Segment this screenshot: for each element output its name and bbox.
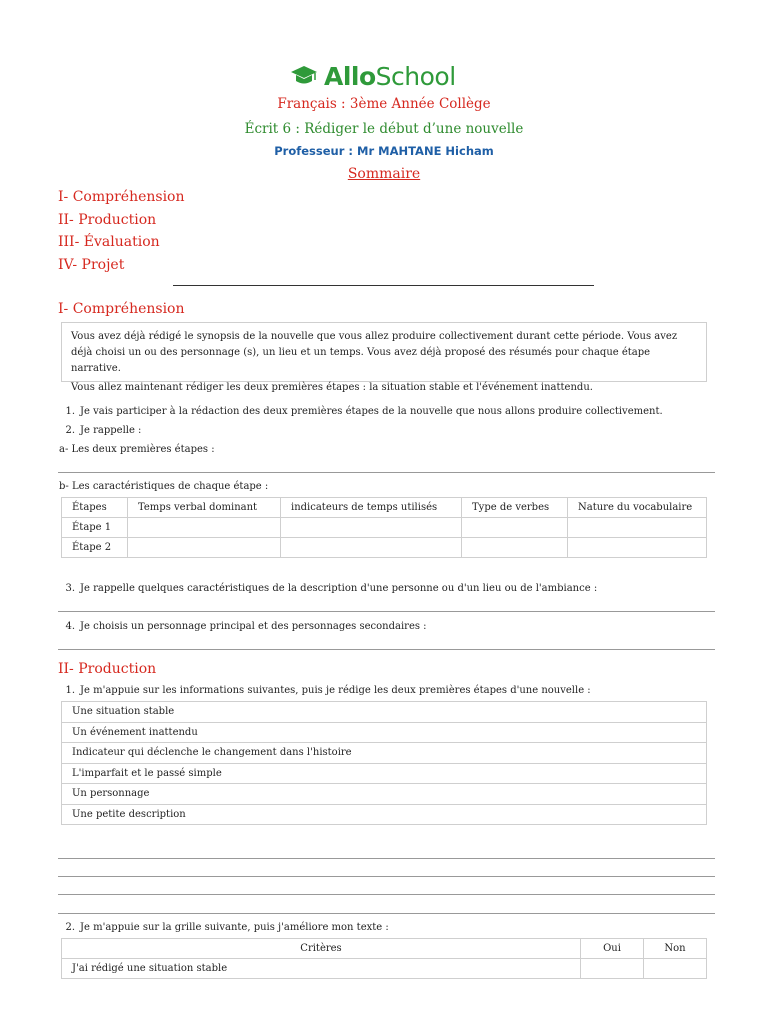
table-row	[62, 518, 707, 538]
table-cell[interactable]	[462, 518, 568, 538]
summary-heading[interactable]: Sommaire	[347, 166, 421, 182]
question-number: 3.	[65, 583, 75, 594]
table-header-cell: Étapes	[62, 498, 128, 518]
question-text: Je m'appuie sur la grille suivante, puis j'améliore mon texte :	[80, 922, 389, 933]
table-cell[interactable]	[568, 518, 707, 538]
table-cell: Un personnage	[62, 784, 707, 805]
question-number: 1.	[65, 406, 75, 417]
table-header-cell: Non	[644, 939, 707, 959]
table-header-row	[62, 498, 707, 518]
answer-line[interactable]	[58, 611, 715, 612]
header-divider	[173, 285, 594, 286]
question-text: Je rappelle quelques caractéristiques de la description d'une personne ou d'un lieu ou de l'ambiance :	[80, 583, 598, 594]
question-2a: a- Les deux premières étapes :	[59, 444, 215, 455]
question-text: Je choisis un personnage principal et des personnages secondaires :	[80, 621, 427, 632]
table-cell: Une situation stable	[62, 702, 707, 723]
toc-item-comprehension[interactable]: I- Compréhension	[58, 189, 185, 205]
alloschool-logo[interactable]	[290, 58, 456, 94]
table-header-row	[62, 939, 707, 959]
question-4	[59, 621, 427, 632]
logo-text-bold: Allo	[324, 61, 376, 91]
teacher-name: Professeur : Mr MAHTANE Hicham	[274, 144, 494, 158]
table-cell: Une petite description	[62, 804, 707, 825]
table-header-cell: Temps verbal dominant	[128, 498, 281, 518]
table-header-cell: Type de verbes	[462, 498, 568, 518]
table-cell: L'imparfait et le passé simple	[62, 763, 707, 784]
writing-line[interactable]	[58, 876, 715, 877]
checkbox-cell-non[interactable]	[644, 959, 707, 979]
production-question-1	[59, 685, 591, 696]
table-cell[interactable]	[462, 538, 568, 558]
table-row	[62, 538, 707, 558]
table-row	[62, 702, 707, 723]
table-cell: Étape 2	[62, 538, 128, 558]
intro-box	[61, 322, 707, 393]
section-title-comprehension: I- Compréhension	[58, 301, 185, 317]
answer-line[interactable]	[58, 472, 715, 473]
toc-item-evaluation[interactable]: III- Évaluation	[58, 234, 160, 250]
question-2b: b- Les caractéristiques de chaque étape :	[59, 481, 269, 492]
table-cell[interactable]	[128, 518, 281, 538]
logo-text-light: School	[375, 61, 456, 91]
question-number: 2.	[65, 922, 75, 933]
table-row	[62, 784, 707, 805]
intro-paragraph-2: Vous allez maintenant rédiger les deux premières étapes : la situation stable et l'événement inattendu.	[71, 382, 593, 393]
table-cell[interactable]	[128, 538, 281, 558]
table-cell: Indicateur qui déclenche le changement dans l'histoire	[62, 743, 707, 764]
subject-title: Français : 3ème Année Collège	[277, 96, 491, 112]
question-number: 4.	[65, 621, 75, 632]
criteria-table	[61, 938, 707, 979]
table-cell: Étape 1	[62, 518, 128, 538]
table-header-cell: Oui	[581, 939, 644, 959]
question-text: Je vais participer à la rédaction des deux premières étapes de la nouvelle que nous allons produire collectivement.	[80, 406, 663, 417]
table-header-cell: Nature du vocabulaire	[568, 498, 707, 518]
intro-paragraph-1: Vous avez déjà rédigé le synopsis de la nouvelle que vous allez produire collectivement durant cette période. Vous avez déjà choisi un ou des personnage (s), un lieu et un temps. Vous avez déjà proposé des résumés pour chaque étape narrative.	[71, 331, 678, 374]
logo-text	[324, 62, 456, 91]
toc-item-production[interactable]: II- Production	[58, 211, 157, 228]
table-cell[interactable]	[281, 518, 462, 538]
question-text: Je m'appuie sur les informations suivantes, puis je rédige les deux premières étapes d'une nouvelle :	[80, 685, 591, 696]
question-number: 2.	[65, 425, 75, 436]
graduation-cap-icon	[290, 65, 318, 87]
table-cell: J'ai rédigé une situation stable	[62, 959, 581, 979]
table-row	[62, 763, 707, 784]
toc-item-projet[interactable]: IV- Projet	[58, 256, 125, 273]
table-row	[62, 722, 707, 743]
table-cell[interactable]	[568, 538, 707, 558]
question-2	[59, 425, 141, 436]
production-info-table	[61, 701, 707, 825]
table-row	[62, 743, 707, 764]
writing-line[interactable]	[58, 913, 715, 914]
table-row	[62, 804, 707, 825]
lesson-title: Écrit 6 : Rédiger le début d’une nouvelle	[244, 121, 524, 137]
table-cell: Un événement inattendu	[62, 722, 707, 743]
production-question-2	[59, 922, 389, 933]
answer-line[interactable]	[58, 649, 715, 650]
table-header-cell: indicateurs de temps utilisés	[281, 498, 462, 518]
writing-line[interactable]	[58, 858, 715, 859]
question-1	[59, 406, 663, 417]
section-title-production: II- Production	[58, 661, 157, 677]
table-of-contents	[58, 186, 185, 276]
table-cell[interactable]	[281, 538, 462, 558]
table-row	[62, 959, 707, 979]
question-3	[59, 583, 597, 594]
etapes-table	[61, 497, 707, 558]
question-number: 1.	[65, 685, 75, 696]
table-header-cell: Critères	[62, 939, 581, 959]
writing-line[interactable]	[58, 894, 715, 895]
checkbox-cell-oui[interactable]	[581, 959, 644, 979]
question-text: Je rappelle :	[80, 425, 142, 436]
